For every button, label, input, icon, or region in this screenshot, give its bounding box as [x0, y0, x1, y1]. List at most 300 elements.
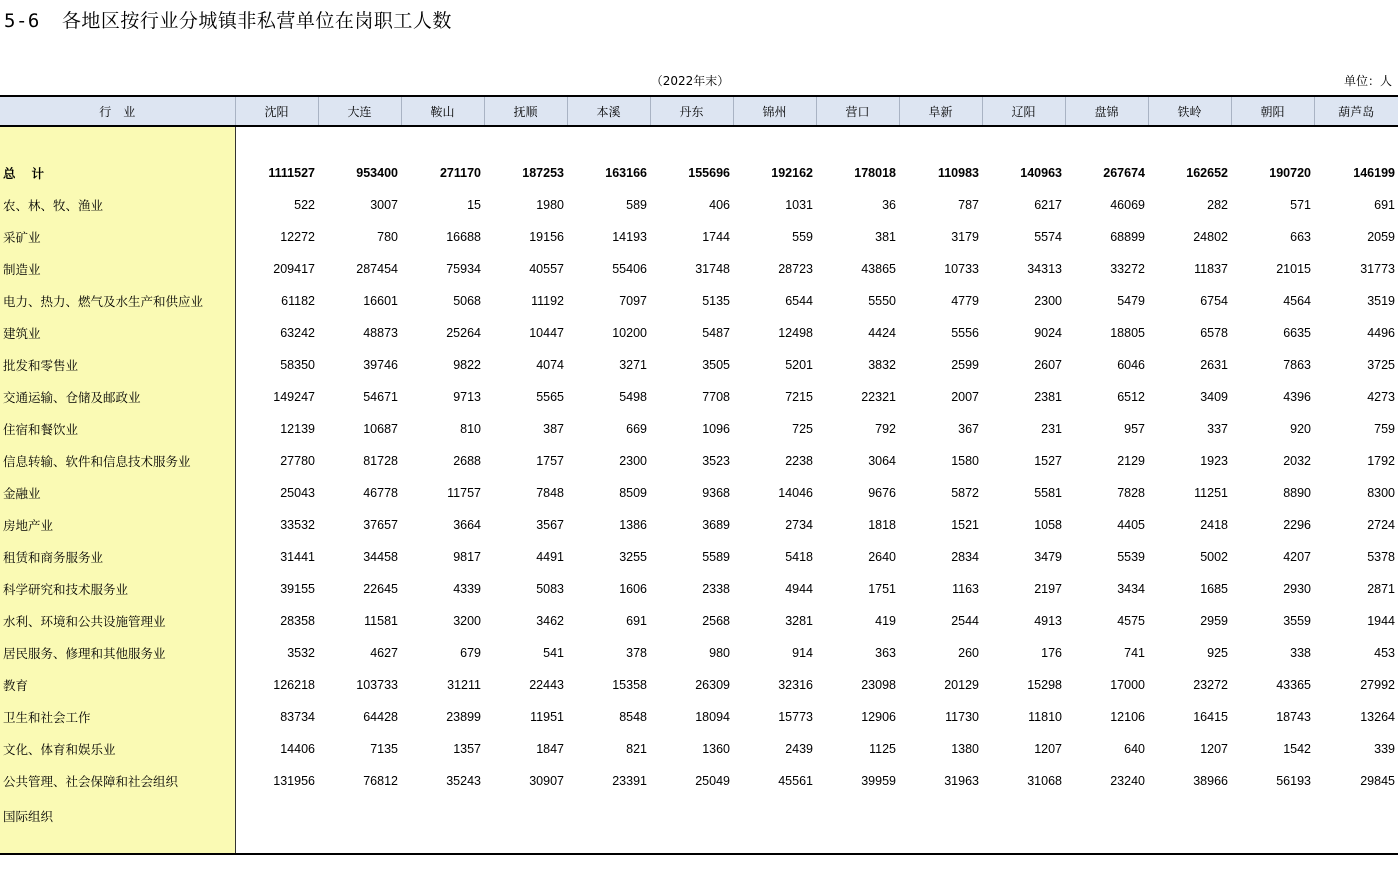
- industry-label: 教育: [0, 669, 235, 701]
- value-cell: 15358: [612, 678, 647, 692]
- value-cell: 663: [1290, 230, 1311, 244]
- value-cell: 2724: [1367, 518, 1395, 532]
- value-cell: 28723: [778, 262, 813, 276]
- value-cell: 35243: [446, 774, 481, 788]
- industry-label: 制造业: [0, 253, 235, 285]
- value-cell: [1148, 797, 1231, 854]
- value-cell: 162652: [1186, 166, 1228, 180]
- value-cell: 3832: [868, 358, 896, 372]
- value-cell: 2238: [785, 454, 813, 468]
- industry-label: 文化、体育和娱乐业: [0, 733, 235, 765]
- unit-label: 单位：人: [1343, 74, 1392, 88]
- value-cell: 787: [958, 198, 979, 212]
- value-cell: [1314, 797, 1398, 854]
- value-cell: 11951: [530, 710, 564, 724]
- value-cell: 140963: [1020, 166, 1062, 180]
- value-cell: 679: [460, 646, 481, 660]
- value-cell: 46069: [1110, 198, 1145, 212]
- table-row: [0, 701, 1398, 733]
- table-row: [0, 189, 1398, 221]
- value-cell: 18805: [1110, 326, 1145, 340]
- value-cell: 32316: [778, 678, 813, 692]
- value-cell: 1580: [951, 454, 979, 468]
- value-cell: 103733: [356, 678, 398, 692]
- value-cell: 1380: [951, 742, 979, 756]
- industry-label: 农、林、牧、渔业: [0, 189, 235, 221]
- value-cell: 3567: [536, 518, 564, 532]
- value-cell: 43365: [1276, 678, 1311, 692]
- value-cell: 2834: [951, 550, 979, 564]
- value-cell: 20129: [944, 678, 979, 692]
- value-cell: 6754: [1200, 294, 1228, 308]
- value-cell: 209417: [273, 262, 315, 276]
- value-cell: 5378: [1367, 550, 1395, 564]
- value-cell: 1685: [1200, 582, 1228, 596]
- value-cell: 914: [792, 646, 813, 660]
- spacer-row: [0, 126, 1398, 157]
- table-row: [0, 381, 1398, 413]
- value-cell: 25043: [280, 486, 315, 500]
- value-cell: [733, 797, 816, 854]
- value-cell: 63242: [280, 326, 315, 340]
- value-cell: 10447: [529, 326, 564, 340]
- value-cell: 10687: [363, 422, 398, 436]
- industry-label: 水利、环境和公共设施管理业: [0, 605, 235, 637]
- value-cell: [899, 797, 982, 854]
- value-cell: 16688: [446, 230, 481, 244]
- value-cell: 2197: [1034, 582, 1062, 596]
- value-cell: 22321: [861, 390, 896, 404]
- value-cell: 24802: [1193, 230, 1228, 244]
- table-row: [0, 573, 1398, 605]
- value-cell: 1542: [1283, 742, 1311, 756]
- value-cell: 21015: [1276, 262, 1311, 276]
- value-cell: 640: [1124, 742, 1145, 756]
- value-cell: 14193: [612, 230, 647, 244]
- value-cell: 1606: [619, 582, 647, 596]
- value-cell: 55406: [612, 262, 647, 276]
- value-cell: 7215: [785, 390, 813, 404]
- total-row: [0, 157, 1398, 189]
- value-cell: 1757: [536, 454, 564, 468]
- value-cell: 11251: [1194, 486, 1228, 500]
- value-cell: 76812: [363, 774, 398, 788]
- industry-label: 电力、热力、燃气及水生产和供应业: [0, 285, 235, 317]
- value-cell: 3505: [702, 358, 730, 372]
- value-cell: 1357: [453, 742, 481, 756]
- value-cell: 43865: [861, 262, 896, 276]
- value-cell: 9822: [453, 358, 481, 372]
- value-cell: 3479: [1034, 550, 1062, 564]
- value-cell: [567, 797, 650, 854]
- value-cell: 1847: [536, 742, 564, 756]
- region-column-header: 阜新: [899, 96, 982, 126]
- value-cell: 378: [626, 646, 647, 660]
- value-cell: 26309: [695, 678, 730, 692]
- value-cell: 1125: [869, 742, 896, 756]
- value-cell: 149247: [273, 390, 315, 404]
- value-cell: 46778: [363, 486, 398, 500]
- table-row: [0, 285, 1398, 317]
- region-column-header: 沈阳: [235, 96, 318, 126]
- industry-label: 国际组织: [0, 797, 235, 854]
- value-cell: 5574: [1034, 230, 1062, 244]
- industry-label: 租赁和商务服务业: [0, 541, 235, 573]
- table-row: [0, 797, 1398, 854]
- industry-label: 金融业: [0, 477, 235, 509]
- value-cell: 8300: [1367, 486, 1395, 500]
- value-cell: 1163: [952, 582, 979, 596]
- value-cell: 406: [709, 198, 730, 212]
- industry-label: 科学研究和技术服务业: [0, 573, 235, 605]
- value-cell: 367: [958, 422, 979, 436]
- value-cell: 18094: [695, 710, 730, 724]
- value-cell: 3523: [702, 454, 730, 468]
- value-cell: 691: [626, 614, 647, 628]
- value-cell: 5135: [702, 294, 730, 308]
- value-cell: 27780: [280, 454, 315, 468]
- value-cell: 16415: [1193, 710, 1228, 724]
- value-cell: [816, 797, 899, 854]
- value-cell: 953400: [356, 166, 398, 180]
- period-label: （2022年末）: [650, 74, 730, 88]
- value-cell: 1944: [1367, 614, 1395, 628]
- value-cell: 58350: [280, 358, 315, 372]
- value-cell: 260: [958, 646, 979, 660]
- value-cell: 7828: [1117, 486, 1145, 500]
- value-cell: 5589: [702, 550, 730, 564]
- value-cell: 68899: [1110, 230, 1145, 244]
- table-title: [4, 6, 452, 33]
- value-cell: 5068: [453, 294, 481, 308]
- value-cell: 12106: [1110, 710, 1145, 724]
- value-cell: 1386: [619, 518, 647, 532]
- table-row: [0, 541, 1398, 573]
- value-cell: 12906: [861, 710, 896, 724]
- value-cell: 2129: [1117, 454, 1145, 468]
- value-cell: 1818: [868, 518, 896, 532]
- region-column-header: 锦州: [733, 96, 816, 126]
- value-cell: 6544: [785, 294, 813, 308]
- value-cell: 178018: [854, 166, 896, 180]
- value-cell: 5002: [1200, 550, 1228, 564]
- value-cell: 3409: [1200, 390, 1228, 404]
- value-cell: 192162: [771, 166, 813, 180]
- value-cell: [1231, 797, 1314, 854]
- value-cell: 2300: [619, 454, 647, 468]
- value-cell: 287454: [356, 262, 398, 276]
- region-column-header: 葫芦岛: [1314, 96, 1398, 126]
- value-cell: 271170: [439, 166, 481, 180]
- value-cell: 7848: [536, 486, 564, 500]
- value-cell: 31748: [695, 262, 730, 276]
- industry-column-header: 行 业: [0, 96, 235, 126]
- value-cell: 33272: [1110, 262, 1145, 276]
- value-cell: 4207: [1283, 550, 1311, 564]
- value-cell: 589: [626, 198, 647, 212]
- table-number: 5-6: [4, 10, 40, 32]
- value-cell: 1207: [1200, 742, 1228, 756]
- value-cell: 64428: [363, 710, 398, 724]
- region-column-header: 鞍山: [401, 96, 484, 126]
- value-cell: 25049: [695, 774, 730, 788]
- value-cell: 10733: [944, 262, 979, 276]
- value-cell: 522: [294, 198, 315, 212]
- table-row: [0, 509, 1398, 541]
- value-cell: 6578: [1200, 326, 1228, 340]
- value-cell: 5083: [536, 582, 564, 596]
- table-row: [0, 669, 1398, 701]
- value-cell: 163166: [605, 166, 647, 180]
- value-cell: 23391: [612, 774, 647, 788]
- value-cell: 61182: [281, 294, 315, 308]
- value-cell: 1031: [785, 198, 813, 212]
- value-cell: 14046: [778, 486, 813, 500]
- region-column-header: 大连: [318, 96, 401, 126]
- value-cell: 2930: [1283, 582, 1311, 596]
- value-cell: 2607: [1034, 358, 1062, 372]
- value-cell: 9713: [453, 390, 481, 404]
- value-cell: [1065, 797, 1148, 854]
- value-cell: 23240: [1110, 774, 1145, 788]
- value-cell: 2007: [951, 390, 979, 404]
- value-cell: 1521: [951, 518, 979, 532]
- table-title-text: 各地区按行业分城镇非私营单位在岗职工人数: [61, 10, 452, 32]
- value-cell: 3519: [1367, 294, 1395, 308]
- value-cell: 3532: [287, 646, 315, 660]
- value-cell: 925: [1207, 646, 1228, 660]
- value-cell: 387: [543, 422, 564, 436]
- table-row: [0, 221, 1398, 253]
- value-cell: 3559: [1283, 614, 1311, 628]
- value-cell: 28358: [280, 614, 315, 628]
- value-cell: 5872: [951, 486, 979, 500]
- value-cell: 37657: [363, 518, 398, 532]
- value-cell: 2734: [785, 518, 813, 532]
- industry-label: 卫生和社会工作: [0, 701, 235, 733]
- value-cell: 5418: [785, 550, 813, 564]
- value-cell: 5539: [1117, 550, 1145, 564]
- table-row: [0, 605, 1398, 637]
- value-cell: 31211: [447, 678, 481, 692]
- value-cell: 2439: [785, 742, 813, 756]
- value-cell: 9676: [868, 486, 896, 500]
- value-cell: 5201: [785, 358, 813, 372]
- value-cell: 3725: [1367, 358, 1395, 372]
- value-cell: 31773: [1360, 262, 1395, 276]
- value-cell: 2296: [1283, 518, 1311, 532]
- value-cell: 29845: [1360, 774, 1395, 788]
- value-cell: 4575: [1117, 614, 1145, 628]
- value-cell: 1527: [1034, 454, 1062, 468]
- value-cell: 2640: [868, 550, 896, 564]
- industry-label: 批发和零售业: [0, 349, 235, 381]
- value-cell: 56193: [1276, 774, 1311, 788]
- value-cell: 33532: [280, 518, 315, 532]
- value-cell: 9817: [453, 550, 481, 564]
- value-cell: 3281: [785, 614, 813, 628]
- value-cell: 741: [1124, 646, 1145, 660]
- table-body: [0, 126, 1398, 854]
- region-column-header: 本溪: [567, 96, 650, 126]
- value-cell: 3664: [453, 518, 481, 532]
- value-cell: 2338: [702, 582, 730, 596]
- value-cell: 2871: [1367, 582, 1395, 596]
- value-cell: 2300: [1034, 294, 1062, 308]
- value-cell: 3689: [702, 518, 730, 532]
- value-cell: 2544: [951, 614, 979, 628]
- value-cell: 4491: [536, 550, 564, 564]
- region-column-header: 抚顺: [484, 96, 567, 126]
- value-cell: 31068: [1027, 774, 1062, 788]
- industry-label: 采矿业: [0, 221, 235, 253]
- value-cell: 23272: [1193, 678, 1228, 692]
- value-cell: 980: [709, 646, 730, 660]
- value-cell: 15298: [1027, 678, 1062, 692]
- value-cell: 4564: [1283, 294, 1311, 308]
- value-cell: 2059: [1367, 230, 1395, 244]
- value-cell: 4424: [868, 326, 896, 340]
- value-cell: 1751: [868, 582, 896, 596]
- value-cell: 4405: [1117, 518, 1145, 532]
- table-row: [0, 445, 1398, 477]
- value-cell: 110983: [937, 166, 979, 180]
- table-row: [0, 253, 1398, 285]
- value-cell: 54671: [363, 390, 398, 404]
- value-cell: 22645: [363, 582, 398, 596]
- value-cell: 30907: [529, 774, 564, 788]
- region-column-header: 盘锦: [1065, 96, 1148, 126]
- value-cell: 176: [1041, 646, 1062, 660]
- value-cell: 669: [626, 422, 647, 436]
- table-row: [0, 317, 1398, 349]
- value-cell: 75934: [446, 262, 481, 276]
- value-cell: 1096: [702, 422, 730, 436]
- industry-label: 信息转输、软件和信息技术服务业: [0, 445, 235, 477]
- value-cell: 2381: [1034, 390, 1062, 404]
- region-column-header: 丹东: [650, 96, 733, 126]
- region-column-header: 辽阳: [982, 96, 1065, 126]
- value-cell: 2418: [1200, 518, 1228, 532]
- value-cell: 453: [1374, 646, 1395, 660]
- industry-label: 住宿和餐饮业: [0, 413, 235, 445]
- value-cell: 541: [543, 646, 564, 660]
- value-cell: 187253: [522, 166, 564, 180]
- value-cell: 691: [1374, 198, 1395, 212]
- value-cell: 5550: [868, 294, 896, 308]
- value-cell: 11757: [447, 486, 481, 500]
- value-cell: 6635: [1283, 326, 1311, 340]
- industry-label: 交通运输、仓储及邮政业: [0, 381, 235, 413]
- value-cell: 282: [1207, 198, 1228, 212]
- value-cell: 2959: [1200, 614, 1228, 628]
- value-cell: 780: [377, 230, 398, 244]
- value-cell: 17000: [1110, 678, 1145, 692]
- region-column-header: 铁岭: [1148, 96, 1231, 126]
- value-cell: 920: [1290, 422, 1311, 436]
- value-cell: 8548: [619, 710, 647, 724]
- value-cell: 5581: [1034, 486, 1062, 500]
- value-cell: 12139: [280, 422, 315, 436]
- value-cell: 1792: [1367, 454, 1395, 468]
- value-cell: 2631: [1200, 358, 1228, 372]
- data-table: [0, 95, 1398, 855]
- value-cell: 48873: [363, 326, 398, 340]
- value-cell: 6512: [1117, 390, 1145, 404]
- table-row: [0, 477, 1398, 509]
- value-cell: 339: [1374, 742, 1395, 756]
- value-cell: 23098: [861, 678, 896, 692]
- value-cell: 2599: [951, 358, 979, 372]
- value-cell: 39155: [280, 582, 315, 596]
- value-cell: 5498: [619, 390, 647, 404]
- value-cell: 810: [460, 422, 481, 436]
- value-cell: 190720: [1269, 166, 1311, 180]
- value-cell: 1360: [702, 742, 730, 756]
- value-cell: 38966: [1193, 774, 1228, 788]
- value-cell: 9368: [702, 486, 730, 500]
- value-cell: 559: [792, 230, 813, 244]
- value-cell: 155696: [688, 166, 730, 180]
- value-cell: 3255: [619, 550, 647, 564]
- value-cell: 6046: [1117, 358, 1145, 372]
- value-cell: 39959: [861, 774, 896, 788]
- value-cell: 34313: [1027, 262, 1062, 276]
- value-cell: 7097: [619, 294, 647, 308]
- value-cell: 1111527: [268, 166, 315, 180]
- value-cell: 231: [1041, 422, 1062, 436]
- value-cell: 3271: [619, 358, 647, 372]
- value-cell: 1744: [702, 230, 730, 244]
- value-cell: 45561: [778, 774, 813, 788]
- value-cell: 363: [875, 646, 896, 660]
- value-cell: 126218: [273, 678, 315, 692]
- value-cell: 15: [467, 198, 481, 212]
- value-cell: 4074: [536, 358, 564, 372]
- value-cell: 419: [875, 614, 896, 628]
- value-cell: 4273: [1367, 390, 1395, 404]
- industry-label: 房地产业: [0, 509, 235, 541]
- value-cell: 957: [1124, 422, 1145, 436]
- value-cell: [650, 797, 733, 854]
- value-cell: 3064: [868, 454, 896, 468]
- value-cell: 12498: [778, 326, 813, 340]
- region-column-header: 营口: [816, 96, 899, 126]
- value-cell: 2568: [702, 614, 730, 628]
- value-cell: 3179: [951, 230, 979, 244]
- value-cell: 5487: [702, 326, 730, 340]
- value-cell: 9024: [1034, 326, 1062, 340]
- value-cell: 8890: [1283, 486, 1311, 500]
- value-cell: 5565: [536, 390, 564, 404]
- industry-label: 公共管理、社会保障和社会组织: [0, 765, 235, 797]
- value-cell: 31441: [280, 550, 315, 564]
- value-cell: 821: [626, 742, 647, 756]
- value-cell: 16601: [363, 294, 398, 308]
- value-cell: 3462: [536, 614, 564, 628]
- value-cell: 11810: [1028, 710, 1062, 724]
- value-cell: 39746: [363, 358, 398, 372]
- value-cell: 1207: [1034, 742, 1062, 756]
- value-cell: 1923: [1200, 454, 1228, 468]
- value-cell: 8509: [619, 486, 647, 500]
- value-cell: 10200: [612, 326, 647, 340]
- value-cell: 25264: [446, 326, 481, 340]
- value-cell: [401, 797, 484, 854]
- value-cell: [318, 797, 401, 854]
- value-cell: 11730: [945, 710, 979, 724]
- value-cell: 6217: [1034, 198, 1062, 212]
